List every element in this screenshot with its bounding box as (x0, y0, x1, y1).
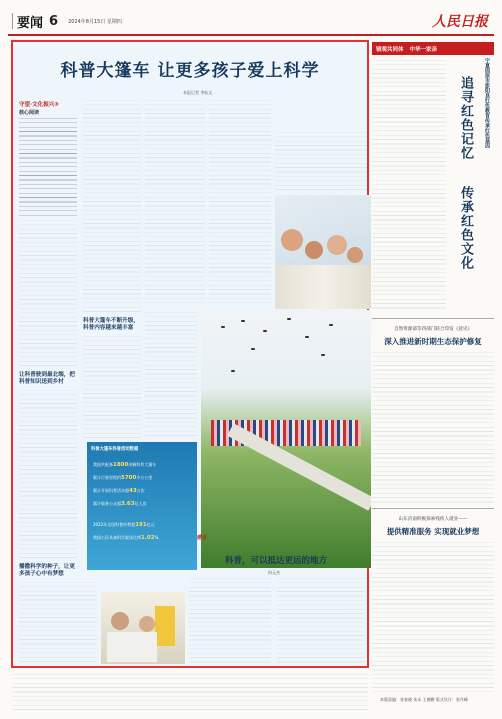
stat-row: 累计行驶里程约5700多万公里 (93, 475, 153, 481)
subhead-2: 科普大篷车不断升级，科普内容越来越丰富 (83, 318, 139, 331)
children-photo (275, 195, 371, 309)
stat-row: 我国公民具备科学素质比例1.02% (93, 535, 159, 541)
afterword-text-col2 (277, 578, 365, 664)
body-text-col3b (145, 312, 197, 438)
right-text-2 (372, 180, 446, 310)
afterword-label: 感言 (197, 535, 208, 541)
body-text-col1c (19, 582, 97, 664)
body-text-col2b (83, 336, 141, 438)
body-text-col2 (83, 100, 141, 314)
body-text-col5 (275, 132, 367, 190)
subhead-3: 播撒科学的种子，让更多孩子心中有梦想 (19, 564, 75, 577)
village-scene-photo (201, 310, 371, 568)
article3-text (372, 542, 494, 692)
afterword-title: 科普，可以抵达更远的地方 (225, 556, 328, 566)
body-text-col1b (19, 390, 77, 560)
stats-panel (87, 442, 197, 570)
issue-date: 2024年8月15日 星期四 (68, 18, 122, 25)
feature-title: 科普大篷车 让更多孩子爱上科学 (60, 61, 320, 81)
header-rule (12, 13, 13, 29)
article2-text (372, 352, 494, 504)
article3-title: 提供精准服务 实现就业梦想 (386, 527, 480, 536)
body-text-col4 (209, 100, 271, 306)
core-reading-text (19, 118, 77, 216)
afterword-author: 何元杰 (268, 570, 280, 575)
body-text-col3 (145, 100, 205, 306)
page-number: 6 (49, 13, 59, 29)
stat-row: 2022年全国科普经费超191亿元 (93, 522, 155, 528)
stat-row: 累计服务公众超3.63亿人次 (93, 501, 147, 507)
column-label: 守望·文化振兴③ (19, 102, 59, 108)
right-text-1 (372, 60, 446, 176)
banner-right: 中华一家亲 (409, 46, 438, 53)
feature-byline: 本报记者 李仙文 (183, 90, 213, 95)
stat-row: 我国共配备1800余辆科普大篷车 (93, 462, 157, 468)
core-reading-label: 核心阅读 (19, 110, 40, 116)
right-banner (372, 42, 494, 55)
article2-title: 深入推进新时期生态保护修复 (384, 337, 482, 346)
page-header (8, 8, 494, 36)
paper-logo: 人民日报 (432, 14, 488, 30)
feature-article[interactable] (11, 40, 369, 668)
right-divider-1 (372, 318, 494, 319)
bottom-continuation-text (12, 674, 368, 712)
subhead-1: 让科普驶到最北端，把科普知识送到乡村 (19, 372, 75, 385)
body-text-col1 (19, 220, 77, 368)
right-divider-2 (372, 508, 494, 509)
students-photo (101, 592, 185, 664)
section-name: 要闻 (17, 15, 44, 31)
editor-credits: 本版责编：张春晓 朱禾 王德鹏 版式设计：张丹峰 (380, 697, 468, 702)
stat-row: 累计开展科普活动超43万次 (93, 488, 145, 494)
right-feature-title-1: 追寻红色记忆 (458, 76, 473, 160)
stats-title: 科普大篷车科普活动数据 (91, 447, 139, 452)
article3-kicker: 山东济南积极探索残疾人就业—— (398, 517, 468, 522)
article2-kicker: 自然资源部等四部门联合印发《意见》 (393, 327, 473, 332)
banner-left: 镜观共同体 (376, 46, 404, 53)
right-feature-sub: 宁夏固原市彭阳县红色教育传承红色基因 (484, 58, 490, 148)
afterword-text-col1 (189, 578, 271, 664)
right-feature-title-2: 传承红色文化 (458, 186, 473, 270)
